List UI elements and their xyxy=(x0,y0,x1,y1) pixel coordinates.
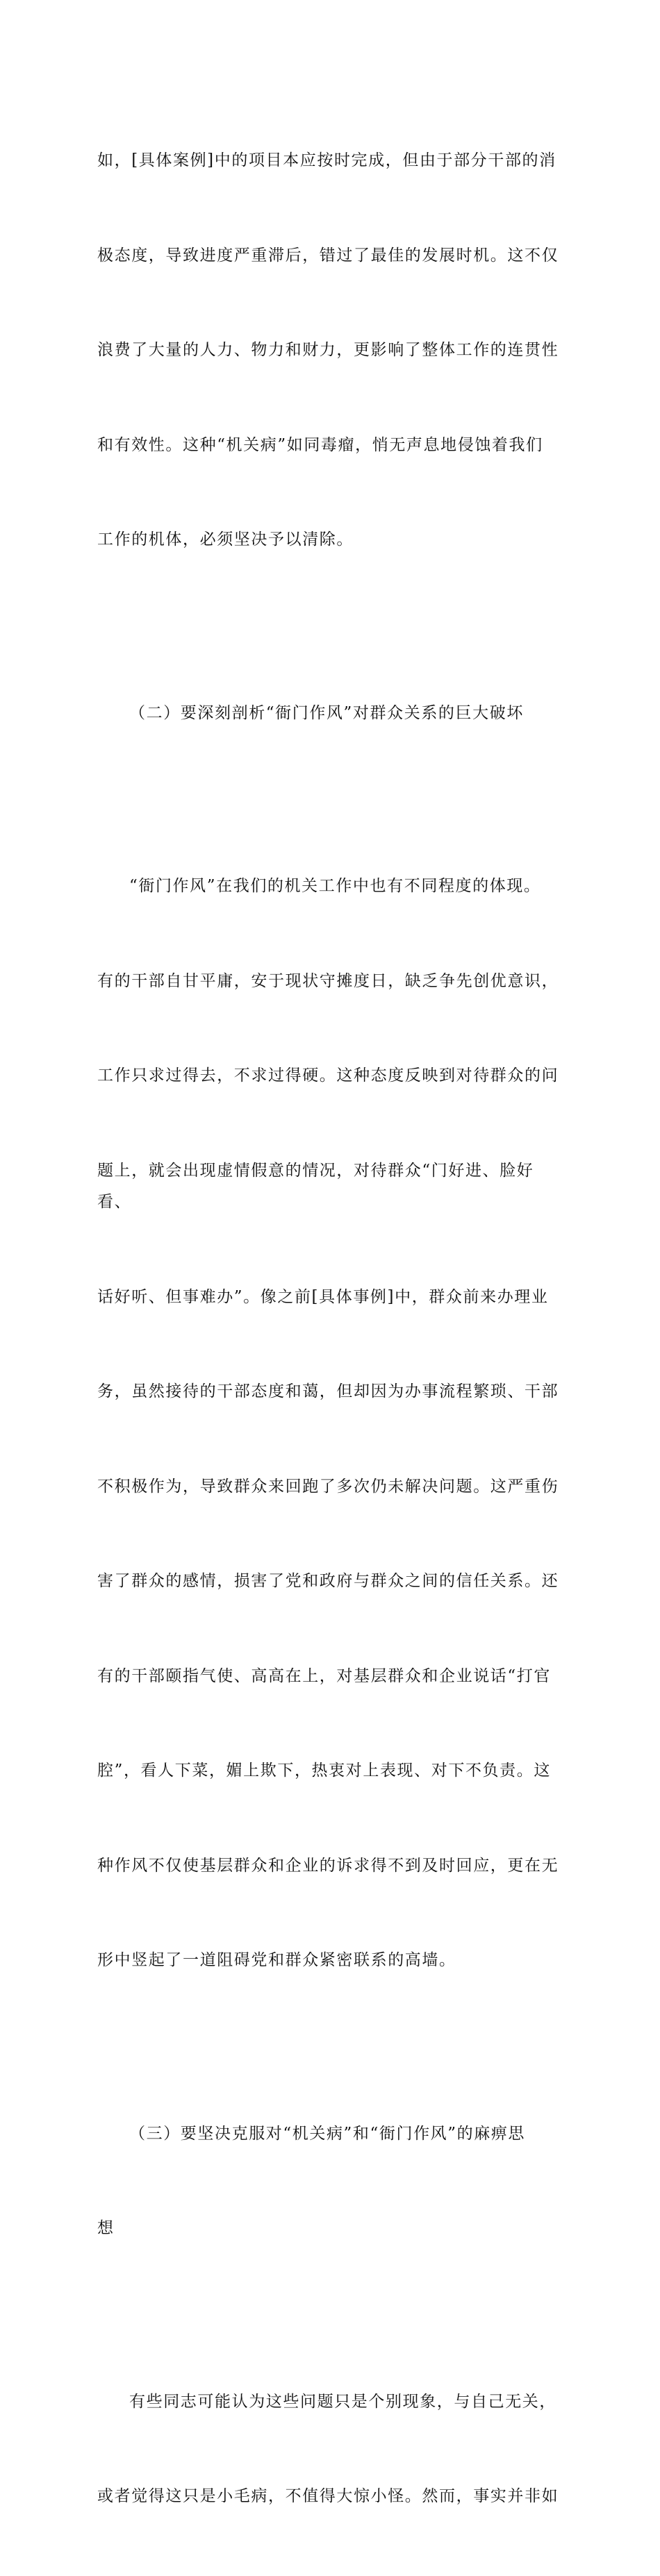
paragraph-2 xyxy=(97,808,561,2040)
section-heading-3 xyxy=(97,2055,561,2308)
text-line: 极态度，导致进度严重滞后，错过了最佳的发展时机。这不仅 xyxy=(97,246,559,265)
text-line: 或者觉得这只是小毛病，不值得大惊小怪。然而，事实并非如 xyxy=(97,2487,559,2505)
text-line: 种作风不仅使基层群众和企业的诉求得不到及时回应，更在无 xyxy=(97,1856,559,1875)
paragraph-spacer xyxy=(97,792,561,808)
text-line: 形中竖起了一道阻碍党和群众紧密联系的高墙。 xyxy=(97,1951,456,1969)
text-line: 腔”，看人下菜，媚上欺下，热衷对上表现、对下不负责。这 xyxy=(97,1762,551,1780)
heading-line: （三）要坚决克服对“机关病”和“衙门作风”的麻痹思 xyxy=(129,2124,526,2143)
text-line: 有的干部自甘平庸，安于现状守摊度日，缺乏争先创优意识， xyxy=(97,971,559,990)
text-line: 题上，就会出现虚情假意的情况，对待群众“门好进、脸好看、 xyxy=(97,1161,534,1211)
heading-line: （二）要深刻剖析“衙门作风”对群众关系的巨大破坏 xyxy=(129,703,524,722)
paragraph-3 xyxy=(97,2323,561,2576)
text-line: 如，[具体案例]中的项目本应按时完成，但由于部分干部的消 xyxy=(97,151,556,169)
paragraph-spacer xyxy=(97,2040,561,2055)
section-heading-2 xyxy=(97,635,561,793)
paragraph-spacer xyxy=(97,619,561,635)
text-line: 有的干部颐指气使、高高在上，对基层群众和企业说话“打官 xyxy=(97,1666,551,1685)
text-line: 不积极作为，导致群众来回跑了多次仍未解决问题。这严重伤 xyxy=(97,1477,559,1496)
text-line: 和有效性。这种“机关病”如同毒瘤，悄无声息地侵蚀着我们 xyxy=(97,435,543,454)
text-line: 有些同志可能认为这些问题只是个别现象，与自己无关， xyxy=(129,2392,556,2411)
text-line: 工作只求过得去，不求过得硬。这种态度反映到对待群众的问 xyxy=(97,1067,559,1085)
text-line: 浪费了大量的人力、物力和财力，更影响了整体工作的连贯性 xyxy=(97,341,559,359)
heading-line: 想 xyxy=(97,2219,115,2237)
paragraph-spacer xyxy=(97,2308,561,2323)
text-line: 害了群众的感情，损害了党和政府与群众之间的信任关系。还 xyxy=(97,1572,559,1590)
text-line: 话好听、但事难办”。像之前[具体事例]中，群众前来办理业 xyxy=(97,1287,549,1306)
text-line: 务，虽然接待的干部态度和蔼，但却因为办事流程繁琐、干部 xyxy=(97,1382,559,1400)
paragraph-1 xyxy=(97,82,561,619)
text-line: 工作的机体，必须坚决予以清除。 xyxy=(97,530,354,549)
document-body xyxy=(97,82,561,2576)
text-line: “衙门作风”在我们的机关工作中也有不同程度的体现。 xyxy=(129,877,541,895)
